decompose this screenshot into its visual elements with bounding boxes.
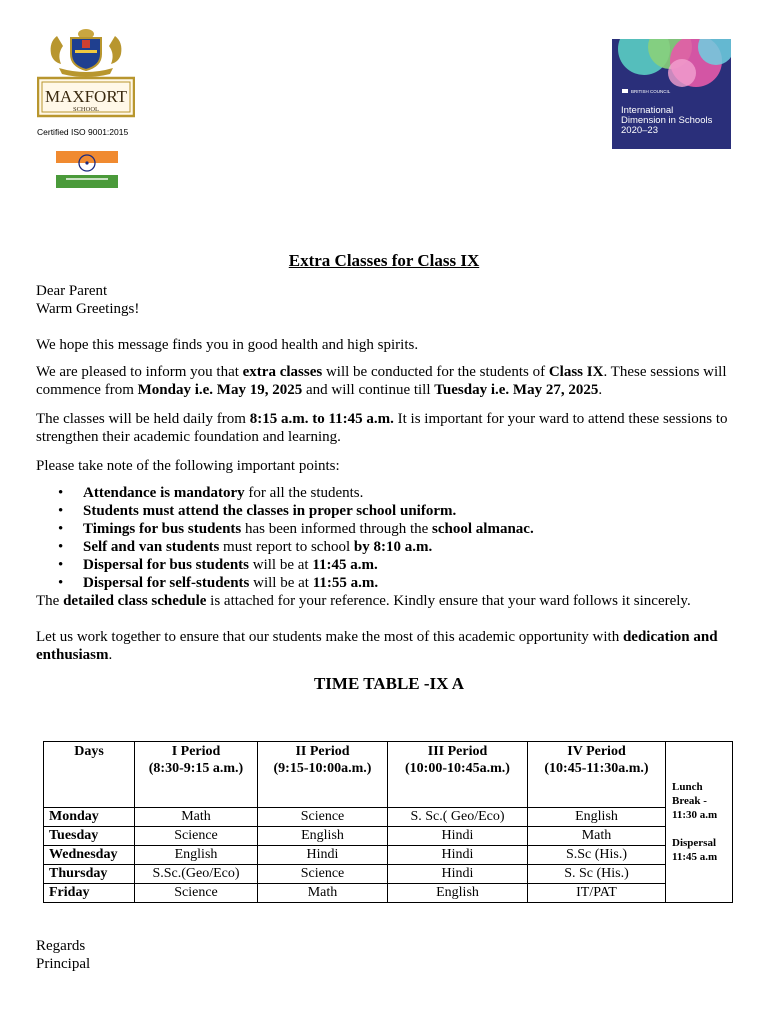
text-bold: dedication and enthusiasm (36, 629, 718, 663)
header-time: (9:15-10:00a.m.) (273, 761, 372, 776)
lunch-dispersal-cell (666, 742, 733, 903)
column-header-period-4 (528, 742, 666, 808)
paragraph-closing-appeal (36, 628, 742, 664)
list-item (36, 556, 742, 574)
signature-block (36, 937, 90, 973)
text-bold: Attendance is mandatory (83, 485, 245, 501)
text-bold: 11:45 a.m. (312, 557, 378, 573)
text-bold: Students must attend the classes in proper school uniform. (83, 503, 457, 519)
list-item (36, 520, 742, 538)
paragraph-points-intro: Please take note of the following important points: (36, 458, 340, 474)
subject-cell: English (258, 827, 388, 846)
text-segment: The (36, 593, 64, 609)
partner-line2-text: Dimension in Schools (621, 115, 713, 126)
subject-cell: Science (135, 827, 258, 846)
paragraph-timings (36, 410, 742, 446)
table-row (44, 865, 733, 884)
subject-cell: IT/PAT (528, 884, 666, 903)
header-label: IV Period (567, 744, 626, 759)
india-flag-emblem-icon (56, 151, 118, 188)
header-label: Days (74, 744, 104, 759)
text-segment: and will continue till (302, 382, 435, 398)
subject-cell: English (528, 808, 666, 827)
subject-cell: Hindi (388, 865, 528, 884)
text-bold: 8:15 a.m. to 11:45 a.m. (249, 411, 394, 427)
text-bold: 11:55 a.m. (312, 575, 379, 591)
school-sub-text: SCHOOL (72, 106, 100, 113)
text-segment: It is important for your ward to attend these sessions to strengthen their academic foundation and learning. (36, 411, 728, 445)
timetable-title: TIME TABLE -IX A (313, 674, 465, 693)
notice-title: Extra Classes for Class IX (288, 251, 480, 270)
text-segment: for all the students. (244, 485, 364, 501)
subject-cell: Hindi (388, 827, 528, 846)
day-cell: Wednesday (44, 846, 135, 865)
list-item (36, 574, 742, 592)
text-segment: will be at (249, 557, 313, 573)
lunch-time: 11:30 a.m (672, 809, 718, 821)
text-bold: Class IX (548, 364, 604, 380)
column-header-period-1 (135, 742, 258, 808)
subject-cell: S.Sc.(Geo/Eco) (135, 865, 258, 884)
timetable-header-row (44, 742, 733, 808)
partner-org-text: BRITISH COUNCIL (631, 89, 671, 94)
signatory-text: Principal (36, 956, 91, 972)
text-bold: Tuesday i.e. May 27, 2025 (434, 382, 599, 398)
subject-cell: Math (258, 884, 388, 903)
header-time: (10:45-11:30a.m.) (544, 761, 649, 776)
subject-cell: Science (258, 808, 388, 827)
subject-cell: Math (528, 827, 666, 846)
school-name-text: MAXFORT (44, 87, 128, 106)
text-segment: Let us work together to ensure that our students make the most of this academic opportunity with (36, 629, 623, 645)
day-cell: Thursday (44, 865, 135, 884)
text-segment: The classes will be held daily from (36, 411, 250, 427)
text-bold: by 8:10 a.m. (353, 539, 433, 555)
subject-cell: Science (258, 865, 388, 884)
text-bold: Self and van students (83, 539, 220, 555)
text-segment: We are pleased to inform you that (36, 364, 243, 380)
text-segment: . (598, 382, 603, 398)
certification-text: Certified ISO 9001:2015 (37, 127, 129, 137)
day-cell: Friday (44, 884, 135, 903)
greeting: Warm Greetings! (36, 301, 140, 317)
list-item (36, 502, 742, 520)
column-header-days (44, 742, 135, 808)
text-segment: . These sessions will commence from (36, 364, 727, 398)
subject-cell: S. Sc.( Geo/Eco) (388, 808, 528, 827)
header-label: III Period (427, 744, 488, 759)
paragraph-schedule-note (36, 592, 742, 610)
partner-line1-text: International (621, 105, 674, 116)
salutation: Dear Parent (36, 283, 108, 299)
dispersal-label: Dispersal (672, 837, 716, 849)
paragraph-wellbeing: We hope this message finds you in good health and high spirits. (36, 337, 419, 353)
text-segment: must report to school (219, 539, 354, 555)
important-points-list (36, 484, 742, 592)
text-bold: extra classes (242, 364, 323, 380)
subject-cell: Math (135, 808, 258, 827)
table-row (44, 846, 733, 865)
text-segment: will be conducted for the students of (322, 364, 549, 380)
text-segment: is attached for your reference. Kindly ensure that your ward follows it sincerely. (206, 593, 691, 609)
text-bold: Monday i.e. May 19, 2025 (137, 382, 303, 398)
column-header-period-3 (388, 742, 528, 808)
column-header-period-2 (258, 742, 388, 808)
paragraph-announcement (36, 363, 742, 399)
header-label: II Period (295, 744, 350, 759)
text-segment: will be at (249, 575, 313, 591)
text-bold: Dispersal for bus students (83, 557, 250, 573)
list-item (36, 538, 742, 556)
text-segment: . (108, 647, 113, 663)
lunch-label: Lunch (672, 781, 703, 793)
subject-cell: Hindi (258, 846, 388, 865)
subject-cell: English (388, 884, 528, 903)
international-dimension-badge (612, 39, 731, 149)
text-bold: Dispersal for self-students (83, 575, 250, 591)
lunch-label: Break - (672, 795, 707, 807)
table-row (44, 884, 733, 903)
header-time: (8:30-9:15 a.m.) (148, 761, 244, 776)
school-crest-logo (37, 28, 135, 120)
timetable (43, 741, 733, 903)
table-row (44, 808, 733, 827)
text-bold: Timings for bus students (83, 521, 242, 537)
text-bold: detailed class schedule (63, 593, 207, 609)
text-segment: has been informed through the (241, 521, 433, 537)
subject-cell: S.Sc (His.) (528, 846, 666, 865)
header-label: I Period (171, 744, 221, 759)
day-cell: Monday (44, 808, 135, 827)
subject-cell: S. Sc (His.) (528, 865, 666, 884)
list-item (36, 484, 742, 502)
regards-text: Regards (36, 938, 86, 954)
partner-years-text: 2020–23 (621, 125, 658, 136)
dispersal-time: 11:45 a.m (672, 851, 718, 863)
subject-cell: Science (135, 884, 258, 903)
table-row (44, 827, 733, 846)
text-bold: school almanac. (432, 521, 534, 537)
subject-cell: Hindi (388, 846, 528, 865)
subject-cell: English (135, 846, 258, 865)
header-time: (10:00-10:45a.m.) (405, 761, 510, 776)
day-cell: Tuesday (44, 827, 135, 846)
